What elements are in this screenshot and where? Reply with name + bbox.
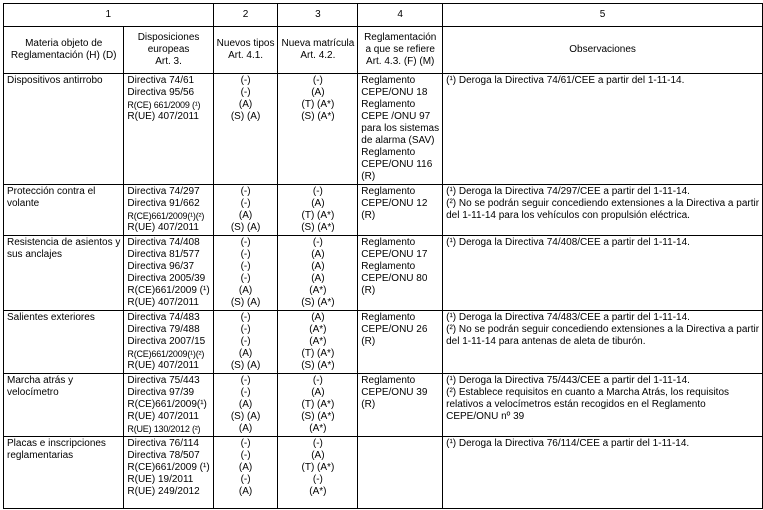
table-row (4, 311, 763, 374)
cell-line: Directiva 74/297 (127, 186, 200, 197)
table-row (4, 74, 763, 185)
header-line: Art. 4.2. (300, 50, 336, 61)
cell-line: CEPE /ONU 97 (361, 111, 431, 122)
cell-line: Protección contra el (7, 186, 96, 197)
cell-line: reglamentarias (7, 450, 74, 461)
cell-disposiciones (124, 311, 213, 374)
cell-line: Directiva 91/662 (127, 198, 200, 209)
cell-observaciones (443, 311, 763, 374)
cell-line: (A) (238, 399, 253, 410)
cell-line: Directiva 2007/15 (127, 336, 206, 347)
cell-line: (¹) Deroga la Directiva 74/61/CEE a partir del 1-11-14. (446, 75, 685, 86)
cell-line: (-) (240, 474, 251, 485)
cell-nueva-matricula (278, 437, 358, 509)
cell-line: (A*) (309, 336, 327, 347)
header-line: Disposiciones (137, 32, 200, 43)
cell-line: Reglamento (361, 186, 416, 197)
cell-nuevos-tipos (213, 437, 278, 509)
cell-line: (A) (238, 348, 253, 359)
cell-line: (R) (361, 285, 376, 296)
cell-line: (S) (A*) (301, 360, 335, 371)
cell-materia (4, 74, 124, 185)
cell-line: CEPE/ONU 17 (361, 249, 428, 260)
cell-materia (4, 311, 124, 374)
header-disposiciones (124, 27, 213, 74)
cell-disposiciones (124, 236, 213, 311)
cell-line: (S) (A) (230, 411, 261, 422)
cell-line: Reglamento (361, 312, 416, 323)
cell-line: (-) (240, 324, 251, 335)
cell-reglamentacion (358, 374, 443, 437)
cell-line: R(UE) 407/2011 (127, 360, 199, 371)
cell-disposiciones (124, 374, 213, 437)
cell-line: Directiva 97/39 (127, 387, 195, 398)
cell-line: (A) (311, 450, 325, 461)
header-line: Nueva matrícula (281, 38, 355, 49)
cell-line: sus anclajes (7, 249, 63, 260)
cell-line: (-) (240, 75, 251, 86)
cell-line: (-) (240, 249, 251, 260)
cell-line: (T) (A*) (301, 348, 335, 359)
cell-line: (R) (361, 171, 376, 182)
cell-line: Directiva 81/577 (127, 249, 200, 260)
cell-line: Placas e inscripciones (7, 438, 106, 449)
cell-nuevos-tipos (213, 236, 278, 311)
header-line: a que se refiere (365, 44, 435, 55)
cell-line: Reglamento (361, 147, 416, 158)
column-number-5: 5 (443, 4, 763, 27)
cell-line: (T) (A*) (301, 99, 335, 110)
table-row (4, 437, 763, 509)
cell-line: (A) (238, 210, 253, 221)
cell-line: volante (7, 198, 40, 209)
cell-nuevos-tipos (213, 311, 278, 374)
cell-line: (A) (311, 273, 325, 284)
table-row (4, 374, 763, 437)
cell-line: (A) (311, 87, 325, 98)
cell-line: R(CE)661/2009(¹)(²) (127, 349, 205, 359)
cell-line: R(CE)661/2009 (¹) (127, 462, 210, 473)
cell-line: (-) (312, 186, 323, 197)
cell-line: Reglamento (361, 99, 416, 110)
cell-line: (A*) (309, 423, 327, 434)
cell-line: (²) No se podrán seguir concediendo extensiones a la Directiva a partir (446, 198, 760, 209)
cell-nuevos-tipos (213, 374, 278, 437)
cell-line: (A) (238, 285, 253, 296)
cell-materia (4, 437, 124, 509)
column-number-row (4, 4, 763, 27)
cell-line: R(CE) 661/2009 (¹) (127, 100, 201, 110)
cell-disposiciones (124, 74, 213, 185)
header-nueva-matricula (278, 27, 358, 74)
cell-line: (-) (312, 237, 323, 248)
header-observaciones (443, 27, 763, 74)
cell-line: (A*) (309, 324, 327, 335)
cell-line: Directiva 2005/39 (127, 273, 206, 284)
cell-line: Directiva 78/507 (127, 450, 200, 461)
cell-line: (¹) Deroga la Directiva 74/408/CEE a partir del 1-11-14. (446, 237, 690, 248)
cell-line: Dispositivos antirrobo (7, 75, 103, 86)
header-nuevos-tipos (213, 27, 278, 74)
cell-line: (-) (240, 336, 251, 347)
cell-line: (-) (240, 198, 251, 209)
cell-line: (-) (240, 387, 251, 398)
cell-line: Directiva 75/443 (127, 375, 200, 386)
header-line: Materia objeto de (25, 38, 103, 49)
cell-line: (-) (312, 474, 323, 485)
cell-line: Salientes exteriores (7, 312, 95, 323)
cell-line: R(CE)661/2009 (¹) (127, 285, 210, 296)
cell-line: R(UE) 19/2011 (127, 474, 194, 485)
header-materia (4, 27, 124, 74)
cell-line: (A) (311, 387, 325, 398)
cell-line: Reglamento (361, 75, 416, 86)
cell-line: (A) (311, 312, 325, 323)
cell-nueva-matricula (278, 311, 358, 374)
cell-line: CEPE/ONU 80 (361, 273, 428, 284)
cell-line: (-) (240, 261, 251, 272)
cell-line: (R) (361, 210, 376, 221)
cell-nuevos-tipos (213, 185, 278, 236)
cell-line: (-) (312, 438, 323, 449)
cell-line: (S) (A) (230, 111, 261, 122)
cell-line: R(UE) 130/2012 (²) (127, 424, 201, 434)
cell-nueva-matricula (278, 185, 358, 236)
cell-line: (A) (311, 249, 325, 260)
cell-line: (²) Establece requisitos en cuanto a Marcha Atrás, los requisitos (446, 387, 730, 398)
cell-line: (S) (A*) (301, 222, 335, 233)
column-number-4: 4 (358, 4, 443, 27)
cell-reglamentacion (358, 437, 443, 509)
cell-line: del 1-11-14 para los vehículos con propulsión eléctrica. (446, 210, 690, 221)
cell-line: Directiva 76/114 (127, 438, 199, 449)
cell-line: (¹) Deroga la Directiva 74/483/CEE a partir del 1-11-14. (446, 312, 690, 323)
cell-line: del 1-11-14 para antenas de aleta de tiburón. (446, 336, 646, 347)
cell-line: Reglamento (361, 237, 416, 248)
cell-line: Resistencia de asientos y (7, 237, 121, 248)
cell-line: (A) (311, 261, 325, 272)
cell-line: CEPE/ONU 39 (361, 387, 428, 398)
cell-observaciones (443, 437, 763, 509)
cell-disposiciones (124, 437, 213, 509)
cell-line: Marcha atrás y (7, 375, 74, 386)
cell-line: (S) (A*) (301, 411, 335, 422)
cell-materia (4, 185, 124, 236)
column-number-2: 2 (213, 4, 278, 27)
cell-line: (S) (A) (230, 360, 261, 371)
cell-line: relativos a velocímetros están recogidos en el Reglamento (446, 399, 706, 410)
cell-line: R(UE) 407/2011 (127, 222, 199, 233)
cell-line: CEPE/ONU nº 39 (446, 411, 525, 422)
cell-line: CEPE/ONU 12 (361, 198, 428, 209)
cell-line: (A*) (309, 486, 327, 497)
cell-line: R(UE) 407/2011 (127, 411, 199, 422)
cell-materia (4, 236, 124, 311)
cell-line: (-) (312, 375, 323, 386)
cell-line: (S) (A) (230, 222, 261, 233)
header-line: Reglamentación (H) (D) (10, 50, 117, 61)
cell-line: R(CE)661/2009(¹)(²) (127, 211, 205, 221)
cell-reglamentacion (358, 311, 443, 374)
cell-line: (T) (A*) (301, 399, 335, 410)
cell-line: (T) (A*) (301, 462, 335, 473)
header-line: Art. 3. (155, 56, 182, 67)
cell-disposiciones (124, 185, 213, 236)
cell-line: para los sistemas (361, 123, 440, 134)
cell-line: (A) (311, 198, 325, 209)
cell-nueva-matricula (278, 236, 358, 311)
cell-line: (A) (238, 99, 253, 110)
cell-line: (A) (238, 423, 253, 434)
cell-line: R(UE) 407/2011 (127, 111, 199, 122)
cell-nueva-matricula (278, 374, 358, 437)
cell-line: (S) (A*) (301, 111, 335, 122)
cell-reglamentacion (358, 74, 443, 185)
cell-line: Reglamento (361, 375, 416, 386)
regulation-table (3, 3, 763, 509)
column-number-3: 3 (278, 4, 358, 27)
cell-line: (¹) Deroga la Directiva 76/114/CEE a partir del 1-11-14. (446, 438, 690, 449)
cell-line: CEPE/ONU 26 (361, 324, 428, 335)
cell-line: (-) (240, 87, 251, 98)
cell-line: Directiva 74/61 (127, 75, 195, 86)
cell-line: CEPE/ONU 18 (361, 87, 428, 98)
cell-line: velocímetro (7, 387, 59, 398)
header-reglamentacion (358, 27, 443, 74)
cell-line: Directiva 74/483 (127, 312, 200, 323)
cell-line: R(CE)661/2009(¹) (127, 399, 207, 410)
cell-line: (S) (A) (230, 297, 261, 308)
cell-observaciones (443, 374, 763, 437)
cell-line: (-) (240, 273, 251, 284)
cell-observaciones (443, 74, 763, 185)
cell-line: (-) (312, 75, 323, 86)
header-line: Art. 4.1. (228, 50, 264, 61)
cell-line: Directiva 96/37 (127, 261, 195, 272)
cell-line: (¹) Deroga la Directiva 75/443/CEE a partir del 1-11-14. (446, 375, 690, 386)
cell-line: Reglamento (361, 261, 416, 272)
header-line: Observaciones (569, 44, 636, 55)
cell-line: (R) (361, 399, 376, 410)
header-line: Art. 4.3. (F) (M) (366, 56, 435, 67)
cell-line: (²) No se podrán seguir concediendo extensiones a la Directiva a partir (446, 324, 760, 335)
header-row (4, 27, 763, 74)
cell-line: (A*) (309, 285, 327, 296)
header-line: Reglamentación (364, 32, 437, 43)
cell-line: (-) (240, 438, 251, 449)
cell-line: Directiva 74/408 (127, 237, 200, 248)
cell-line: CEPE/ONU 116 (361, 159, 433, 170)
cell-line: R(UE) 249/2012 (127, 486, 200, 497)
cell-line: Directiva 95/56 (127, 87, 195, 98)
cell-materia (4, 374, 124, 437)
cell-line: R(UE) 407/2011 (127, 297, 199, 308)
cell-line: de alarma (SAV) (361, 135, 435, 146)
table-row (4, 236, 763, 311)
cell-nuevos-tipos (213, 74, 278, 185)
cell-line: (R) (361, 336, 376, 347)
cell-line: (A) (238, 462, 253, 473)
cell-observaciones (443, 236, 763, 311)
column-number-1: 1 (4, 4, 214, 27)
header-line: europeas (147, 44, 190, 55)
cell-nueva-matricula (278, 74, 358, 185)
cell-reglamentacion (358, 236, 443, 311)
cell-line: Directiva 79/488 (127, 324, 200, 335)
cell-reglamentacion (358, 185, 443, 236)
cell-line: (T) (A*) (301, 210, 335, 221)
cell-line: (-) (240, 312, 251, 323)
cell-line: (A) (238, 486, 253, 497)
table-row (4, 185, 763, 236)
header-line: Nuevos tipos (216, 38, 275, 49)
cell-line: (-) (240, 375, 251, 386)
cell-line: (-) (240, 186, 251, 197)
cell-line: (S) (A*) (301, 297, 335, 308)
cell-line: (¹) Deroga la Directiva 74/297/CEE a partir del 1-11-14. (446, 186, 690, 197)
cell-line: (-) (240, 450, 251, 461)
cell-line: (-) (240, 237, 251, 248)
cell-observaciones (443, 185, 763, 236)
